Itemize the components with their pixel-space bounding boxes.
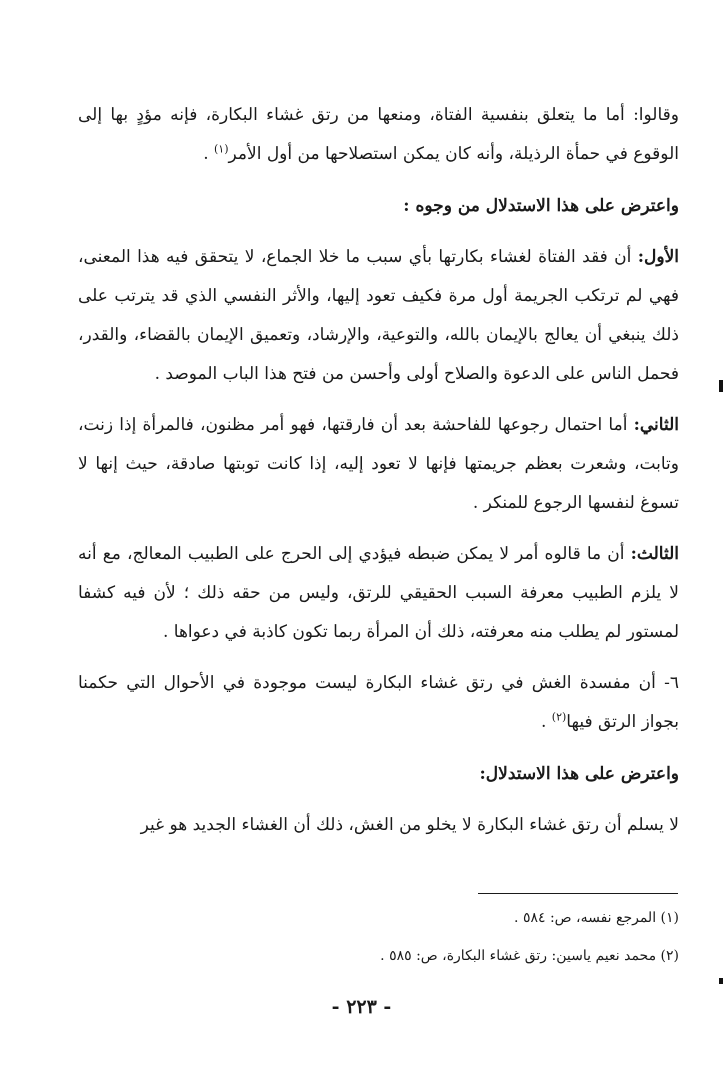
- objection-second-label: الثاني:: [633, 415, 679, 435]
- section-heading-objections: واعترض على هذا الاستدلال من وجوه :: [403, 196, 679, 216]
- objection-second-text: أما احتمال رجوعها للفاحشة بعد أن فارقتها، فهو أمر مظنون، فالمرأة إذا زنت، وتابت، وشعرت بعظم جريمتها فإنها لا تعود إليه، إذا كانت توبتها صادقة، حيث إنها لا تسوغ لنفسها الرجوع للمنكر .: [78, 415, 679, 513]
- point-six-end: .: [540, 712, 552, 732]
- objection-first-label: الأول:: [637, 247, 679, 267]
- point-six: [78, 664, 679, 742]
- main-text: [78, 96, 679, 845]
- paragraph-intro-text: وقالوا: أما ما يتعلق بنفسية الفتاة، ومنعها من رتق غشاء البكارة، فإنه مؤدٍ بها إلى الوقوع في حمأة الرذيلة، وأنه كان يمكن استصلاحها من أول الأمر: [78, 105, 679, 164]
- paragraph-intro: [78, 96, 679, 174]
- footnote-ref-2[interactable]: (٢): [551, 710, 567, 724]
- footnote-1: (١) المرجع نفسه، ص: ٥٨٤ .: [514, 910, 679, 926]
- footnote-ref-1[interactable]: (١): [214, 142, 229, 156]
- section-heading-objection: واعترض على هذا الاستدلال:: [479, 764, 679, 784]
- scan-mark: [719, 978, 723, 984]
- objection-second: [78, 406, 679, 523]
- objection-third-text: أن ما قالوه أمر لا يمكن ضبطه فيؤدي إلى الحرج على الطبيب المعالج، مع أنه لا يلزم الطبيب معرفة السبب الحقيقي للرتق، وليس من حقه ذلك ؛ لأن فيه كشفا لمستور لم يطلب منه معرفته، ذلك أن المرأة ربما تكون كاذبة في دعواها .: [78, 544, 679, 642]
- objection-third: [78, 535, 679, 652]
- scan-mark: [719, 380, 723, 392]
- objection-first-text: أن فقد الفتاة لغشاء بكارتها بأي سبب ما خلا الجماع، لا يتحقق فيه هذا المعنى، فهي لم ترتكب الجريمة أول مرة فكيف تعود إليها، والأثر النفسي الذي قد يترتب على ذلك ينبغي أن يعالج بالإيمان بالله، والتوعية، والإرشاد، وتعميق الإيمان بالقضاء، والقدر، فحمل الناس على الدعوة والصلاح أولى وأحسن من فتح هذا الباب الموصد .: [78, 247, 679, 384]
- footnote-2: (٢) محمد نعيم ياسين: رتق غشاء البكارة، ص: ٥٨٥ .: [380, 948, 679, 964]
- footnote-divider: [478, 893, 678, 894]
- paragraph-last: لا يسلم أن رتق غشاء البكارة لا يخلو من الغش، ذلك أن الغشاء الجديد هو غير: [140, 815, 679, 835]
- point-six-text: ٦- أن مفسدة الغش في رتق غشاء البكارة ليست موجودة في الأحوال التي حكمنا بجواز الرتق فيها: [78, 673, 679, 732]
- objection-third-label: الثالث:: [630, 544, 679, 564]
- objection-first: [78, 238, 679, 394]
- page-number: - ٢٢٣ -: [331, 996, 392, 1018]
- paragraph-intro-end: .: [203, 144, 214, 164]
